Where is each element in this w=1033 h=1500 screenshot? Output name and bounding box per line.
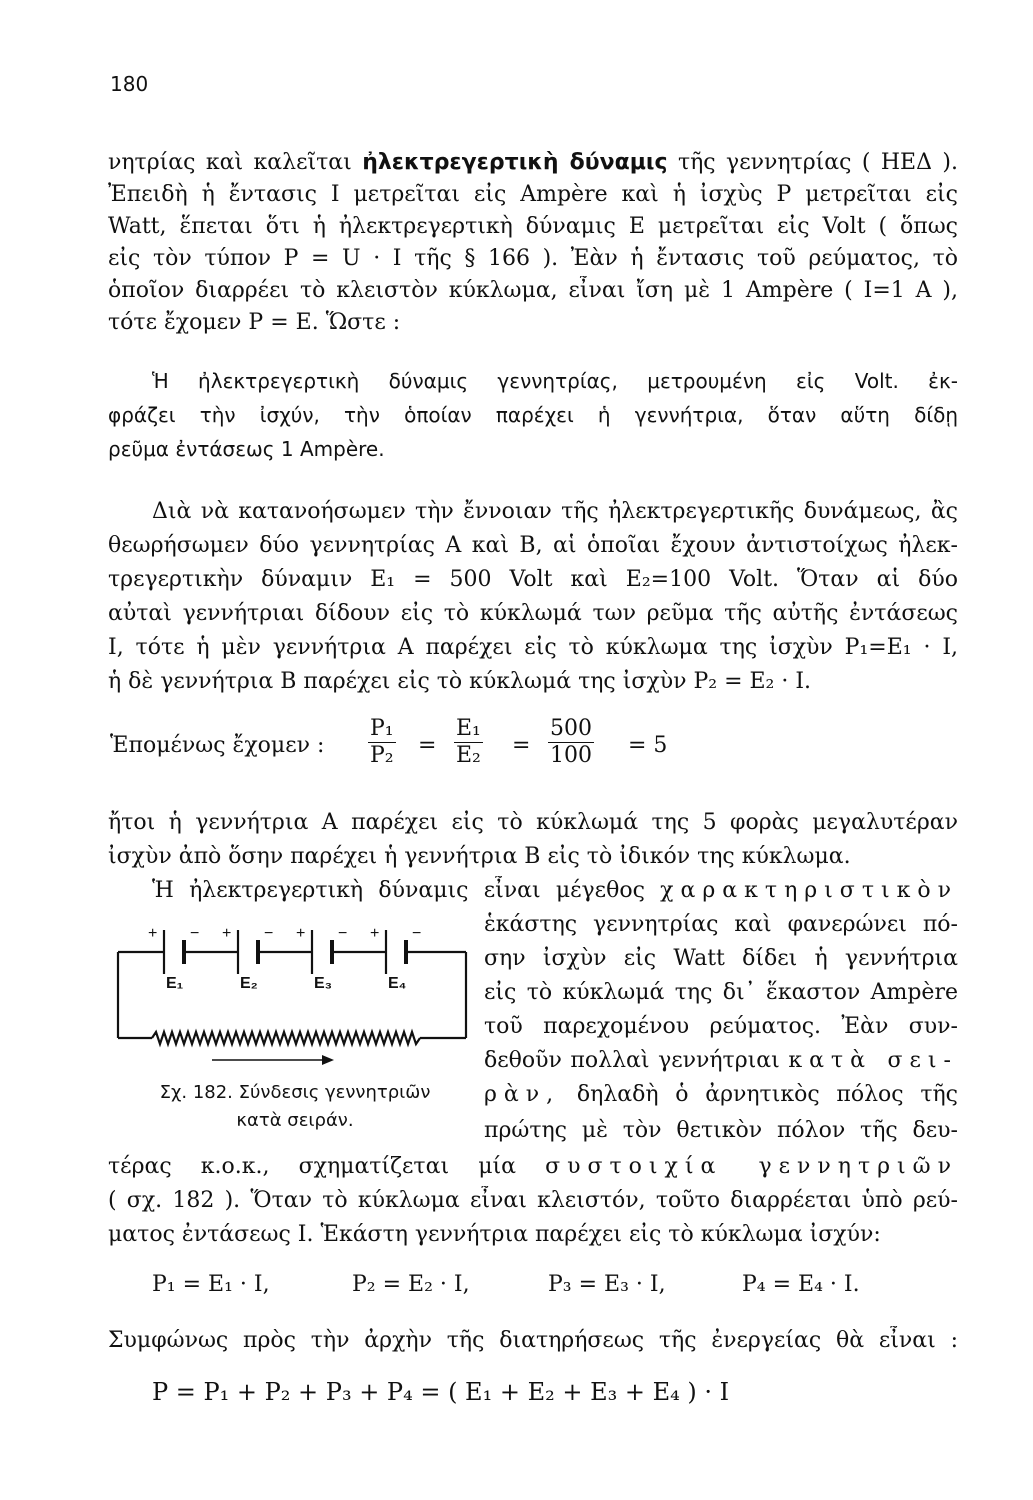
minus-sign: − (264, 925, 274, 942)
cell-label-e4: E₄ (388, 975, 407, 992)
para4-line-1: Ἡ ἠλεκτρεγερτικὴ δύναμις εἶναι μέγεθος χαρακτηριστικὸν (152, 878, 958, 903)
equals-sign: = (418, 733, 437, 758)
para1-line-6: τότε ἔχομεν P = E. Ὥστε : (108, 310, 401, 335)
cell-label-e3: E₃ (314, 975, 333, 992)
para2-line-3: τρεγερτικὴν δύναμιν E₁ = 500 Volt καὶ E₂=100 Volt. Ὅταν αἱ δύο (108, 567, 958, 592)
para4-narrow-3: εἰς τὸ κύκλωμά της δι᾽ ἕκαστον Ampère (484, 980, 958, 1005)
para4-narrow-5: δεθοῦν πολλαὶ γεννήτριαι κατὰ σει- (484, 1048, 958, 1073)
page-number: 180 (110, 72, 149, 96)
para3-line-2: ἰσχὺν ἀπὸ ὅσην παρέχει ἡ γεννήτρια B εἰς τὸ ἰδικόν της κύκλωμα. (108, 844, 851, 869)
series-circuit-diagram (112, 910, 478, 1090)
formula-p1: P₁ = E₁ · I, (152, 1272, 270, 1297)
fraction-p1-p2: $\frac{\text{P₁}}{\text{P₂}}$ (370, 716, 394, 768)
figure-caption-line-2: κατὰ σειράν. (236, 1110, 354, 1131)
plus-sign: + (148, 925, 158, 942)
para4-narrow-7: πρώτης μὲ τὸν θετικὸν πόλον τῆς δευ- (484, 1118, 958, 1143)
plus-sign: + (296, 925, 306, 942)
resistor (152, 1032, 420, 1044)
final-formula: P = P₁ + P₂ + P₃ + P₄ = ( E₁ + E₂ + E₃ + E₄ ) · I (152, 1378, 730, 1406)
para1-line-4: εἰς τὸν τύπον P = U · I τῆς § 166 ). Ἐὰν ἡ ἔντασις τοῦ ρεύματος, τὸ (108, 246, 958, 271)
minus-sign: − (190, 925, 200, 942)
para1-line-2: Ἐπειδὴ ἡ ἔντασις I μετρεῖται εἰς Ampère καὶ ἡ ἰσχὺς P μετρεῖται εἰς (108, 182, 958, 207)
formula-p2: P₂ = E₂ · I, (352, 1272, 470, 1297)
para2-line-5: I, τότε ἡ μὲν γεννήτρια A παρέχει εἰς τὸ κύκλωμα της ἰσχὺν P₁=E₁ · I, (108, 635, 958, 660)
definition-line-3: ρεῦμα ἐντάσεως 1 Ampère. (108, 437, 385, 461)
para2-line-6: ἡ δὲ γεννήτρια B παρέχει εἰς τὸ κύκλωμά της ἰσχὺν P₂ = E₂ · I. (108, 669, 812, 694)
para4-narrow-1: ἑκάστης γεννητρίας καὶ φανερώνει πό- (484, 912, 958, 937)
para3-line-1: ἤτοι ἡ γεννήτρια A παρέχει εἰς τὸ κύκλωμά της 5 φορὰς μεγαλυτέραν (108, 810, 958, 835)
para1-line-3: Watt, ἕπεται ὅτι ἡ ἠλεκτρεγερτικὴ δύναμις E μετρεῖται εἰς Volt ( ὅπως (108, 214, 958, 239)
minus-sign: − (338, 925, 348, 942)
current-arrow-head (322, 1055, 334, 1065)
fraction-e1-e2: $\frac{\text{E₁}}{\text{E₂}}$ (456, 716, 481, 768)
conclusion-line: Συμφώνως πρὸς τὴν ἀρχὴν τῆς διατηρήσεως τῆς ἐνεργείας θὰ εἶναι : (108, 1328, 958, 1353)
para4-narrow-2: σην ἰσχὺν εἰς Watt δίδει ἡ γεννήτρια (484, 946, 958, 971)
plus-sign: + (222, 925, 232, 942)
para4-full-1: τέρας κ.ο.κ., σχηματίζεται μία συστοιχία γεννητριῶν (108, 1154, 958, 1179)
cell-label-e2: E₂ (240, 975, 258, 992)
definition-line-2: φράζει τὴν ἰσχύν, τὴν ὁποίαν παρέχει ἡ γεννήτρια, ὅταν αὕτη δίδῃ (108, 403, 958, 427)
formula-p4: P₄ = E₄ · I. (742, 1272, 860, 1297)
plus-sign: + (370, 925, 380, 942)
equals-sign: = (512, 733, 531, 758)
figure-caption-line-1: Σχ. 182. Σύνδεσις γεννητριῶν (159, 1082, 431, 1103)
fraction-500-100: $\frac{500}{100}$ (550, 716, 592, 768)
para1-line-1: νητρίας καὶ καλεῖται ἠλεκτρεγερτικὴ δύναμις τῆς γεννητρίας ( ΗΕΔ ). (108, 150, 958, 175)
spaced-term: κατὰ σει- (788, 1048, 958, 1073)
para4-full-3: ματος ἐντάσεως I. Ἑκάστη γεννήτρια παρέχει εἰς τὸ κύκλωμα ἰσχύν: (108, 1222, 881, 1247)
bold-term: ἠλεκτρεγερτικὴ δύναμις (362, 150, 668, 175)
para4-narrow-6: ρὰν, δηλαδὴ ὁ ἀρνητικὸς πόλος τῆς (484, 1082, 958, 1107)
spaced-term: συστοιχία γεννητριῶν (545, 1154, 958, 1179)
equation-label: Ἑπομένως ἔχομεν : (110, 733, 325, 758)
para1-line-5: ὁποῖον διαρρέει τὸ κλειστὸν κύκλωμα, εἶναι ἴση μὲ 1 Ampère ( I=1 A ), (108, 278, 958, 303)
spaced-term: χαρακτηριστικὸν (660, 878, 958, 903)
minus-sign: − (412, 925, 422, 942)
para2-line-2: θεωρήσωμεν δύο γεννητρίας A καὶ B, αἱ ὁποῖαι ἔχουν ἀντιστοίχως ἠλεκ- (108, 533, 958, 558)
formula-p3: P₃ = E₃ · I, (548, 1272, 666, 1297)
cell-label-e1: E₁ (166, 975, 184, 992)
para2-line-1: Διὰ νὰ κατανοήσωμεν τὴν ἔννοιαν τῆς ἠλεκτρεγερτικῆς δυνάμεως, ἂς (152, 499, 958, 524)
para4-narrow-4: τοῦ παρεχομένου ρεύματος. Ἐὰν συν- (484, 1014, 958, 1039)
definition-line-1: Ἡ ἠλεκτρεγερτικὴ δύναμις γεννητρίας, μετρουμένη εἰς Volt. ἐκ- (152, 369, 958, 393)
spaced-term: ρὰν, (484, 1082, 561, 1107)
para2-line-4: αὐταὶ γεννήτριαι δίδουν εἰς τὸ κύκλωμά των ρεῦμα τῆς αὐτῆς ἐντάσεως (108, 601, 958, 626)
para4-full-2: ( σχ. 182 ). Ὅταν τὸ κύκλωμα εἶναι κλειστόν, τοῦτο διαρρέεται ὑπὸ ρεύ- (108, 1188, 958, 1213)
equation-result: = 5 (628, 733, 668, 758)
